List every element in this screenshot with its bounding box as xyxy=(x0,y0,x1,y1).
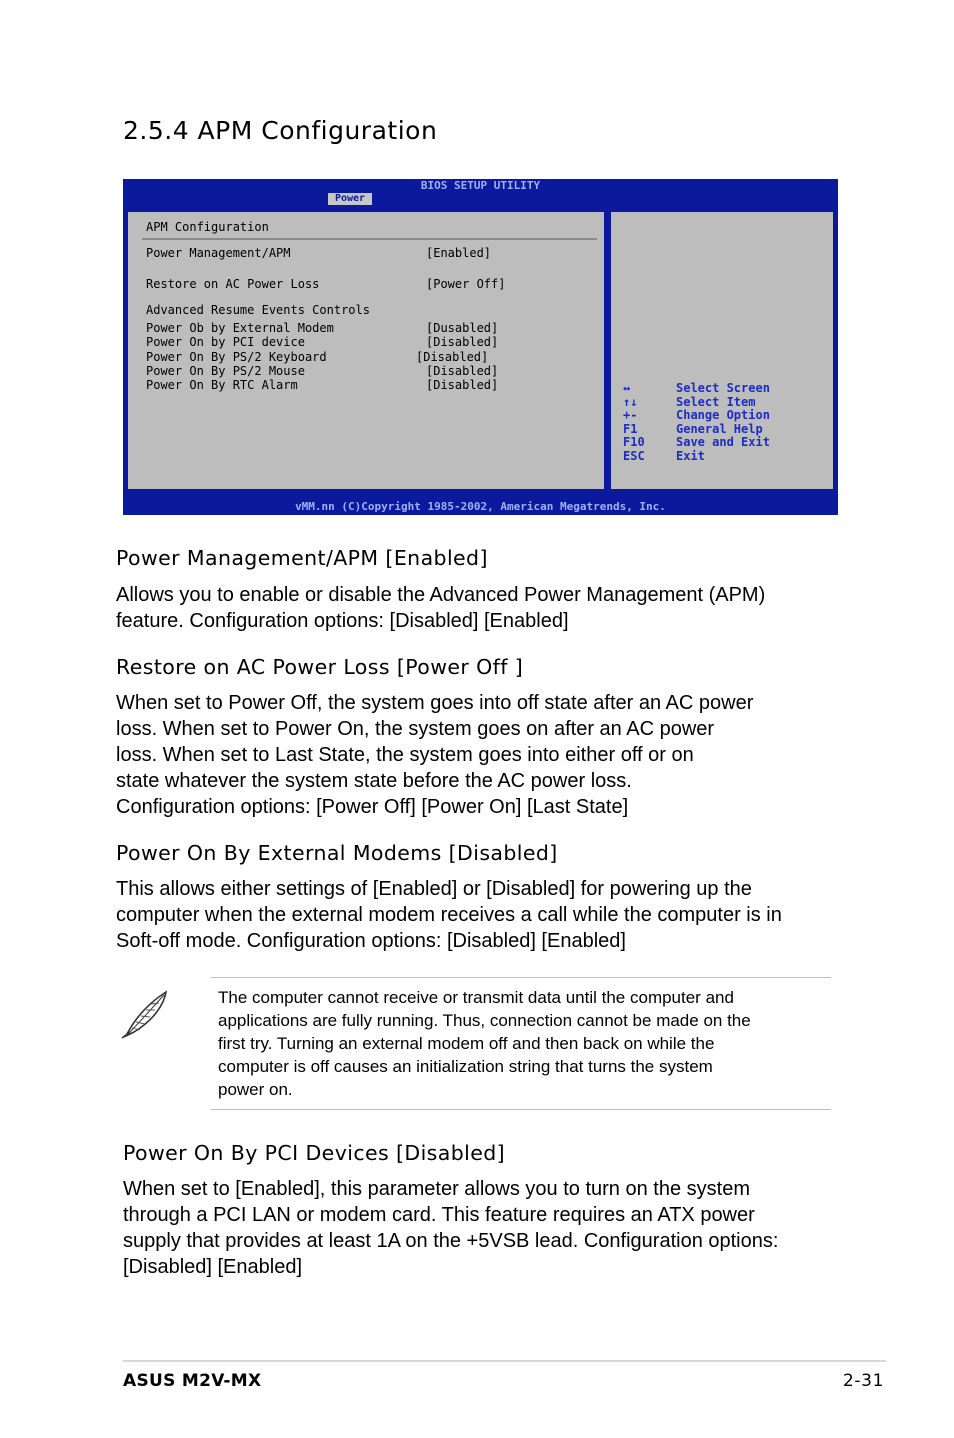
bios-help-panel xyxy=(609,210,835,491)
bios-tab-power: Power xyxy=(328,193,372,205)
pen-note-icon xyxy=(118,986,174,1042)
bios-help-action: Select Screen xyxy=(676,381,770,395)
bios-heading: APM Configuration xyxy=(146,220,269,234)
paragraph-line: When set to Power Off, the system goes into off state after an AC power xyxy=(116,692,754,714)
note-line: applications are fully running. Thus, connection cannot be made on the xyxy=(218,1011,751,1030)
bios-item-label: Power On By PS/2 Mouse xyxy=(146,364,305,378)
bios-item-value: [Dusabled] xyxy=(426,321,499,335)
bios-help-key: +- xyxy=(623,408,638,422)
bios-item-value: [Disabled] xyxy=(426,335,499,349)
bios-item-value: [Enabled] xyxy=(426,246,492,260)
bios-subheading: Advanced Resume Events Controls xyxy=(146,303,370,317)
section-paragraph xyxy=(116,582,836,634)
section-title: 2.5.4 APM Configuration xyxy=(123,116,438,145)
paragraph-line: [Disabled] [Enabled] xyxy=(123,1256,303,1278)
section-paragraph xyxy=(123,1176,843,1280)
paragraph-line: through a PCI LAN or modem card. This feature requires an ATX power xyxy=(123,1204,755,1226)
bios-help-key: F1 xyxy=(623,421,638,436)
paragraph-line: feature. Configuration options: [Disabled] [Enabled] xyxy=(116,610,569,632)
footer-rule xyxy=(123,1360,886,1362)
bios-help-action: Save and Exit xyxy=(676,435,770,449)
bios-item-label: Power On By RTC Alarm xyxy=(146,378,298,392)
bios-help-key: ESC xyxy=(623,448,645,463)
footer-product-name: ASUS M2V-MX xyxy=(123,1371,262,1391)
section-paragraph xyxy=(116,690,836,820)
note-bottom-rule xyxy=(211,1109,831,1110)
bios-help-key: ↑↓ xyxy=(623,394,638,409)
note-line: computer is off causes an initialization string that turns the system xyxy=(218,1057,713,1076)
bios-help-action: Change Option xyxy=(676,408,770,422)
paragraph-line: computer when the external modem receives a call while the computer is in xyxy=(116,904,782,926)
bios-copyright: vMM.nn (C)Copyright 1985-2002, American Megatrends, Inc. xyxy=(295,500,666,513)
bios-item-value: [Disabled] xyxy=(426,364,499,378)
paragraph-line: This allows either settings of [Enabled] or [Disabled] for powering up the xyxy=(116,878,752,900)
paragraph-line: When set to [Enabled], this parameter allows you to turn on the system xyxy=(123,1178,750,1200)
paragraph-line: Allows you to enable or disable the Advanced Power Management (APM) xyxy=(116,584,766,606)
bios-settings-panel xyxy=(126,210,606,491)
bios-item-label: Power Management/APM xyxy=(146,246,291,260)
bios-title: BIOS SETUP UTILITY xyxy=(420,179,541,192)
section-heading: Restore on AC Power Loss [Power Off ] xyxy=(116,655,524,679)
paragraph-line: loss. When set to Last State, the system goes into either off or on xyxy=(116,744,694,766)
bios-item-label: Restore on AC Power Loss xyxy=(146,277,320,291)
bios-item-value: [Disabled] xyxy=(426,378,499,392)
bios-item-value: [Disabled] xyxy=(416,350,489,364)
note-line: first try. Turning an external modem off and then back on while the xyxy=(218,1034,715,1053)
bios-item-label: Power On by PCI device xyxy=(146,335,305,349)
section-paragraph xyxy=(116,876,836,954)
note-text xyxy=(218,986,828,1101)
note-line: power on. xyxy=(218,1080,293,1099)
bios-help-key: ↔ xyxy=(623,381,631,395)
section-heading: Power On By PCI Devices [Disabled] xyxy=(123,1141,506,1165)
paragraph-line: state whatever the system state before the AC power loss. xyxy=(116,770,632,792)
section-heading: Power Management/APM [Enabled] xyxy=(116,546,488,570)
bios-item-value: [Power Off] xyxy=(426,277,506,291)
bios-separator xyxy=(142,238,597,240)
bios-item-label: Power Ob by External Modem xyxy=(146,321,334,335)
bios-item-label: Power On By PS/2 Keyboard xyxy=(146,350,327,364)
bios-help-action: General Help xyxy=(676,421,763,436)
bios-screenshot xyxy=(123,179,838,515)
section-heading: Power On By External Modems [Disabled] xyxy=(116,841,558,865)
paragraph-line: Configuration options: [Power Off] [Power On] [Last State] xyxy=(116,796,629,818)
bios-help-action: Select Item xyxy=(676,394,756,409)
note-line: The computer cannot receive or transmit data until the computer and xyxy=(218,988,734,1007)
footer-page-number: 2-31 xyxy=(843,1371,884,1391)
bios-help-key: F10 xyxy=(623,435,645,449)
paragraph-line: loss. When set to Power On, the system goes on after an AC power xyxy=(116,718,715,740)
note-top-rule xyxy=(211,977,831,978)
paragraph-line: supply that provides at least 1A on the +5VSB lead. Configuration options: xyxy=(123,1230,779,1252)
paragraph-line: Soft-off mode. Configuration options: [Disabled] [Enabled] xyxy=(116,930,626,952)
bios-help-action: Exit xyxy=(676,448,705,463)
